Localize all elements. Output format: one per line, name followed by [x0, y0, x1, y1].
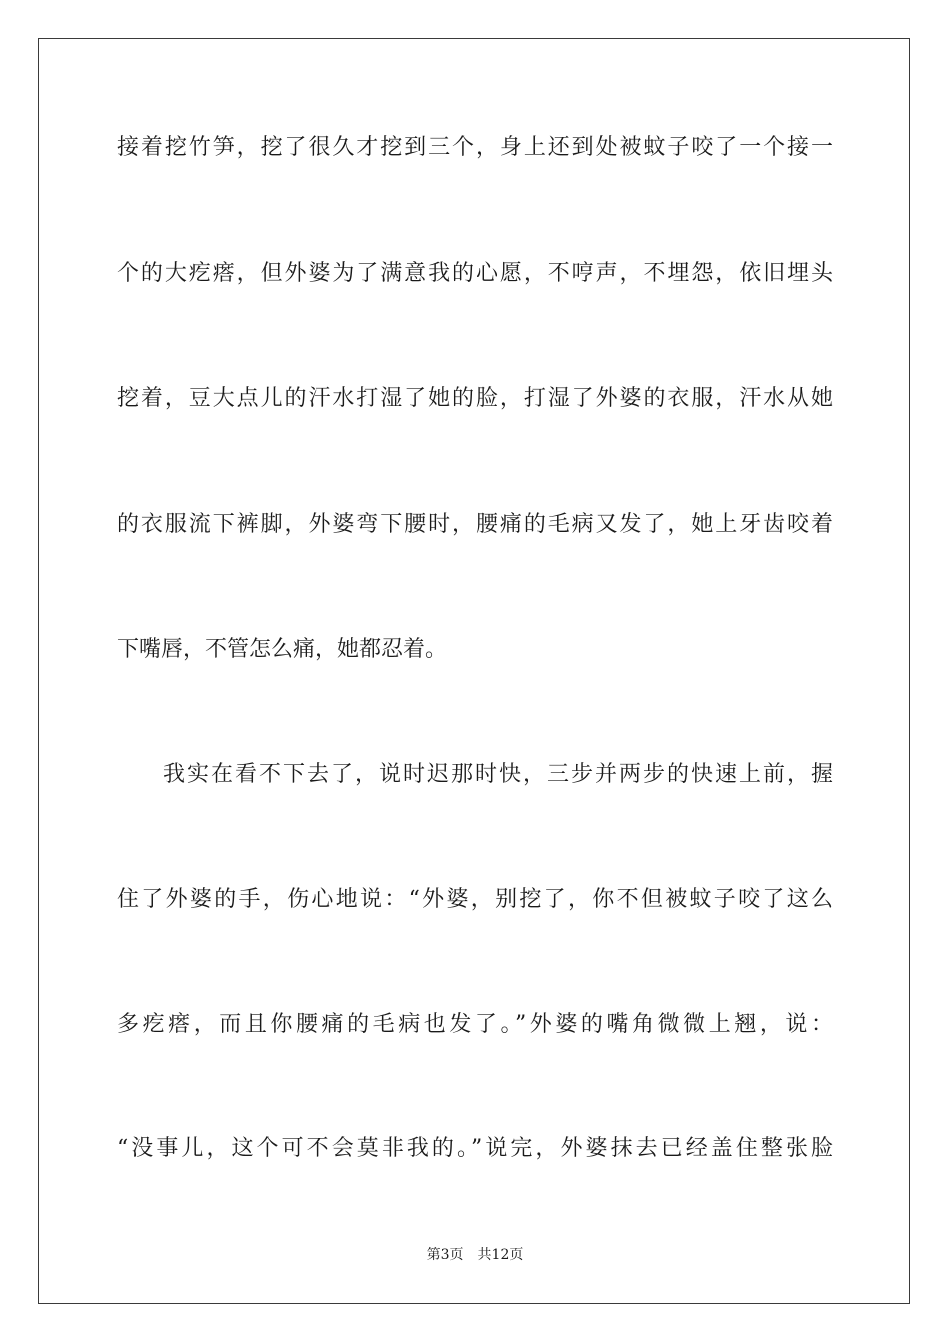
- text-line-7: 住了外婆的手，伤心地说：“外婆，别挖了，你不但被蚊子咬了这么: [117, 887, 833, 912]
- text-line-2: 个的大疙瘩，但外婆为了满意我的心愿，不哼声，不埋怨，依旧埋头: [117, 261, 833, 286]
- text-line-3: 挖着，豆大点儿的汗水打湿了她的脸，打湿了外婆的衣服，汗水从她: [117, 386, 833, 411]
- page-total: 共12页: [477, 1247, 524, 1263]
- text-line-9: “没事儿，这个可不会莫非我的。”说完，外婆抹去已经盖住整张脸: [117, 1136, 833, 1161]
- text-line-6: 我实在看不下去了，说时迟那时快，三步并两步的快速上前，握: [163, 762, 833, 787]
- text-line-1: 接着挖竹笋，挖了很久才挖到三个，身上还到处被蚊子咬了一个接一: [117, 135, 833, 160]
- page-footer: [0, 1246, 950, 1264]
- text-line-4: 的衣服流下裤脚，外婆弯下腰时，腰痛的毛病又发了，她上牙齿咬着: [117, 512, 833, 537]
- text-line-5: 下嘴唇，不管怎么痛，她都忍着。: [117, 637, 448, 662]
- page-number: 第3页: [426, 1247, 464, 1263]
- page-border: [38, 38, 910, 1304]
- text-line-8: 多疙瘩，而且你腰痛的毛病也发了。”外婆的嘴角微微上翘，说：: [117, 1012, 833, 1037]
